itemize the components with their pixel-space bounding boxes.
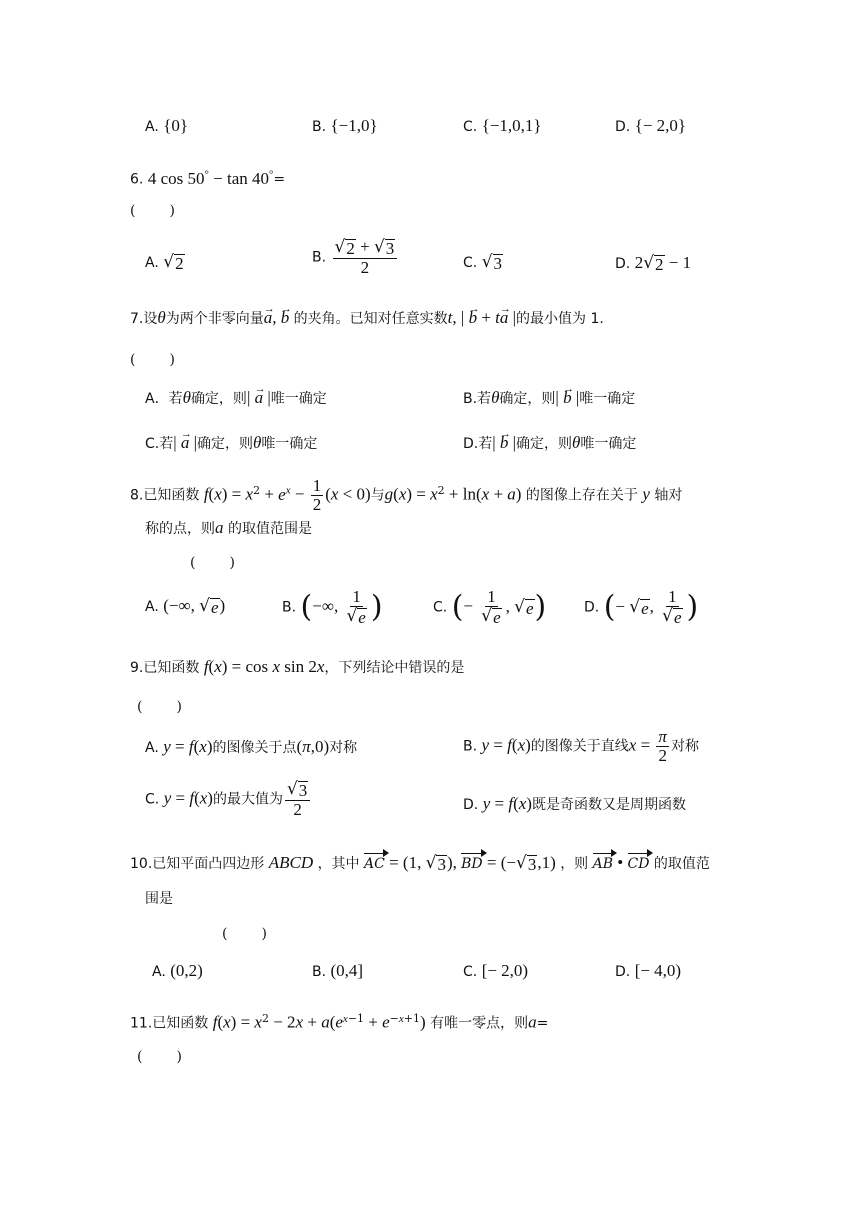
q11-answer-paren: ( ) — [137, 1049, 184, 1065]
question-8-cont: 称的点，则a 的取值范围是 — [145, 518, 312, 537]
q8-answer-paren: ( ) — [190, 555, 237, 571]
q6-answer-paren: ( ) — [130, 203, 177, 219]
q5-option-c: C. {−1,0,1} — [463, 116, 542, 135]
q6-option-d: D. 2 √ 2 − 1 — [615, 253, 692, 274]
q7-answer-paren: ( ) — [130, 352, 177, 368]
question-6: 6. 4 cos 50° − tan 40°= — [130, 168, 286, 188]
question-8: 8.已知函数 $f(x) = x^2 + e^x$ − $\frac{1}{2}$ (x < 0)与$g(x) = x^2 + \ln(x + a)$ 的图像上存在关于 y 轴对 — [130, 476, 683, 515]
q8-option-a: A. (−∞, √ e ) — [145, 596, 226, 617]
q10-answer-paren: ( ) — [222, 926, 269, 942]
q5-option-a: A. {0} — [145, 116, 189, 135]
q10-option-b: B. (0,4] — [312, 961, 364, 980]
q9-option-a: A. y = f(x)的图像关于点(π,0)对称 — [145, 737, 358, 756]
q9-option-b: B. y = f(x)的图像关于直线x = $\frac{\pi}{2}$ 对称 — [463, 727, 699, 765]
q5-option-b: B. {−1,0} — [312, 116, 378, 135]
q10-option-c: C. [− 2,0) — [463, 961, 529, 980]
q8-option-c: C. (− 1 √ e , √ e ) — [433, 587, 547, 627]
q10-option-a: A. (0,2) — [152, 961, 203, 980]
q9-option-c: C. y = f(x)的最大值为 √ 3 2 — [145, 780, 312, 819]
q6-option-c: C. √ 3 — [463, 252, 503, 273]
q9-option-d: D. y = f(x)既是奇函数又是周期函数 — [463, 794, 686, 813]
q9-answer-paren: ( ) — [137, 699, 184, 715]
q6-option-a: A. √ 2 — [145, 252, 184, 273]
q7-option-b: B.若θ确定，则| → b |唯一确定 — [463, 387, 635, 410]
q10-option-d: D. [− 4,0) — [615, 961, 682, 980]
question-7: 7.设θ为两个非零向量→ a, → b 的夹角。已知对任意实数t, | → b + t→ a |的最小值为 1. — [130, 307, 604, 330]
question-9: 9.已知函数 f(x) = cos x sin 2x，下列结论中错误的是 — [130, 657, 465, 676]
q8-option-b: B. (−∞, 1 √ e ) — [282, 587, 383, 627]
q7-option-c: C.若| → a |确定，则θ唯一确定 — [145, 432, 317, 455]
question-10: 10.已知平面凸四边形 ABCD ，其中 AC = (1, √ 3 ), BD = (− √ 3 ,1) ，则 AB • CD 的取值范 — [130, 853, 710, 874]
q8-option-d: D. (− √ e , 1 √ e ) — [584, 587, 699, 627]
question-11: 11.已知函数 $f(x) = x^2 - 2x + a(e^{x-1} + e^{-x+1})$ 有唯一零点，则a= — [130, 1012, 549, 1032]
q6-option-b: B. √ 2 + √ 3 2 — [312, 238, 399, 277]
q5-option-d: D. {− 2,0} — [615, 116, 687, 135]
question-10-cont: 围是 — [145, 891, 173, 907]
q7-option-a: A．若θ确定，则| → a |唯一确定 — [145, 387, 327, 410]
q7-option-d: D.若| → b |确定，则θ唯一确定 — [463, 432, 636, 455]
